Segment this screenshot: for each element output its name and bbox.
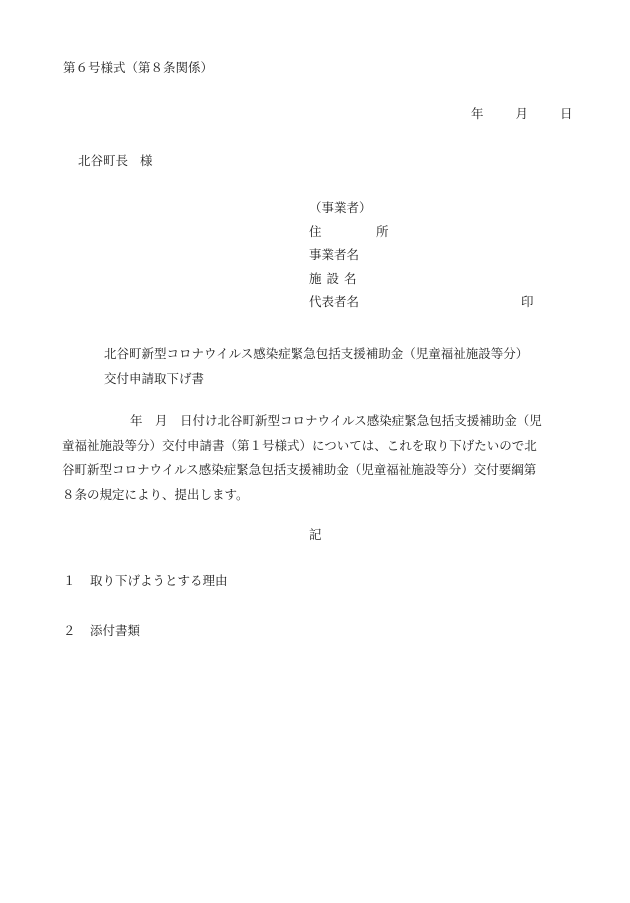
addressee-honorific: 様 (140, 153, 153, 168)
addressee-name: 北谷町長 (78, 153, 129, 168)
item-number: １ (63, 573, 76, 588)
representative-label: 代表者名 (309, 294, 360, 309)
item-attachments (63, 625, 140, 638)
date-line (471, 108, 573, 121)
item-number: ２ (63, 623, 76, 638)
document-subject (104, 341, 528, 391)
ki-notation: 記 (309, 527, 322, 542)
date-day-label: 日 (560, 106, 573, 121)
date-month-label: 月 (515, 106, 529, 121)
applicant-block (309, 200, 534, 320)
date-year-label: 年 (471, 106, 484, 121)
item-label: 添付書類 (90, 623, 141, 638)
seal-mark: 印 (521, 294, 534, 309)
business-name-label: 事業者名 (309, 247, 360, 262)
body-text (62, 409, 582, 507)
form-number: 第６号様式（第８条関係） (63, 60, 214, 75)
address-label: 住 所 (309, 223, 410, 239)
subject-line-2: 交付申請取下げ書 (104, 371, 205, 386)
facility-name-label: 施設名 (309, 270, 362, 286)
body-date-placeholder: 年 月 日付け (130, 413, 218, 428)
applicant-heading: （事業者） (309, 200, 372, 215)
body-line-3: 谷町新型コロナウイルス感染症緊急包括支援補助金（児童福祉施設等分）交付要綱第 (62, 462, 537, 477)
body-line-1: 北谷町新型コロナウイルス感染症緊急包括支援補助金（児 (217, 413, 542, 428)
item-label: 取り下げようとする理由 (90, 573, 228, 588)
subject-line-1: 北谷町新型コロナウイルス感染症緊急包括支援補助金（児童福祉施設等分） (104, 346, 529, 361)
addressee (78, 155, 153, 168)
body-line-4: ８条の規定により、提出します。 (62, 486, 249, 502)
item-reason (63, 575, 228, 588)
body-line-2: 童福祉施設等分）交付申請書（第１号様式）については、これを取り下げたいので北 (62, 437, 537, 453)
